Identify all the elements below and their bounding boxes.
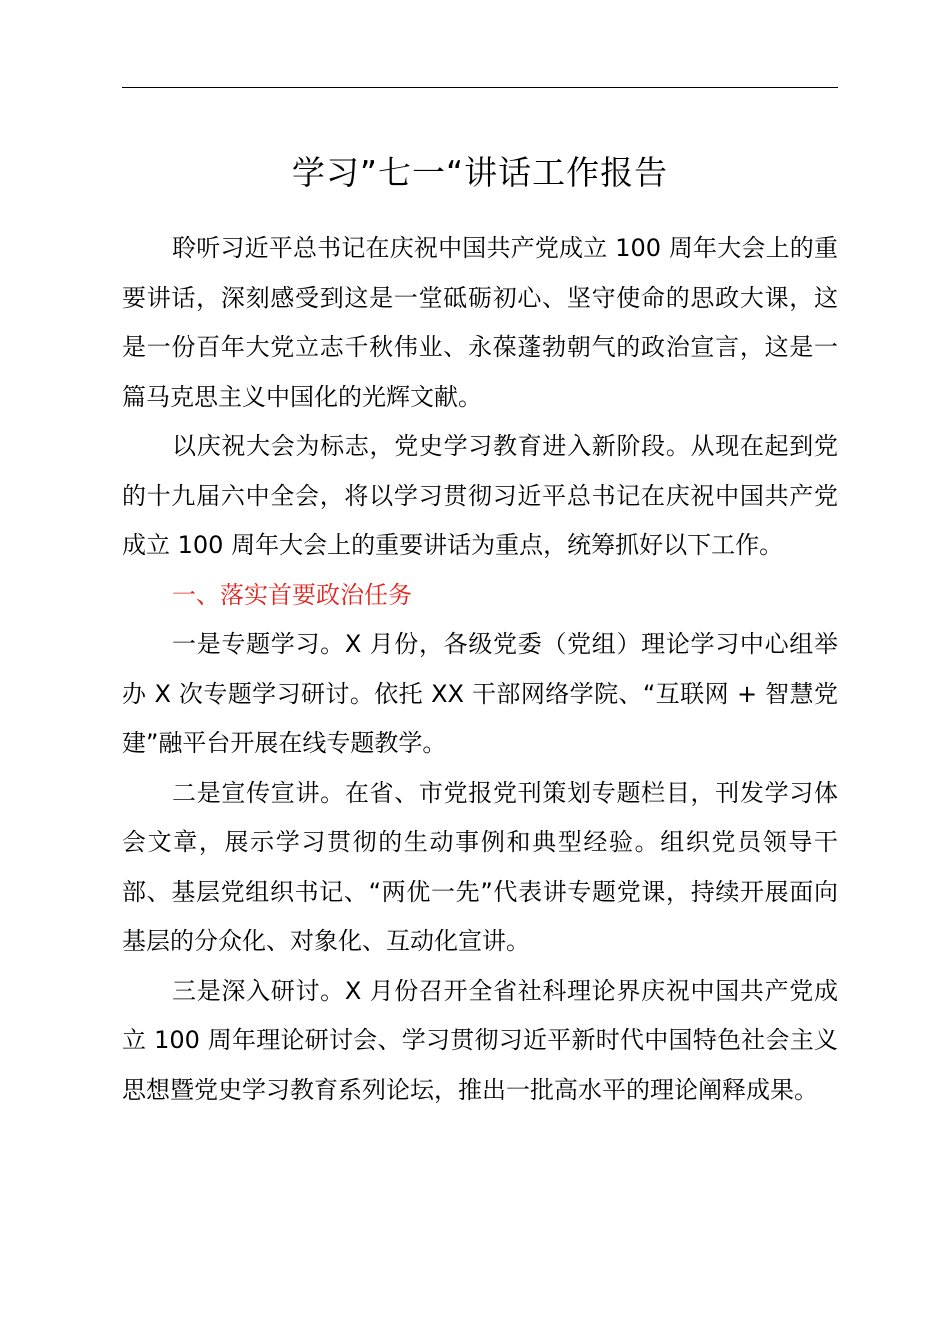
paragraph-research: 三是深入研讨。X 月份召开全省社科理论界庆祝中国共产党成立 100 周年理论研讨会、学习贯彻习近平新时代中国特色社会主义思想暨党史学习教育系列论坛，推出一批高水平的理论阐释成果。 (122, 976, 838, 1104)
paragraph-study: 一是专题学习。X 月份，各级党委（党组）理论学习中心组举办 X 次专题学习研讨。依托 XX 干部网络学院、“互联网 + 智慧党建”融平台开展在线专题教学。 (122, 630, 838, 757)
paragraph-intro: 聆听习近平总书记在庆祝中国共产党成立 100 周年大会上的重要讲话，深刻感受到这是一堂砥砺初心、坚守使命的思政大课，这是一份百年大党立志千秋伟业、永葆蓬勃朝气的政治宣言，这是一篇马克思主义中国化的光辉文献。 (122, 234, 838, 411)
paragraph-overview: 以庆祝大会为标志，党史学习教育进入新阶段。从现在起到党的十九届六中全会，将以学习贯彻习近平总书记在庆祝中国共产党成立 100 周年大会上的重要讲话为重点，统筹抓好以下工作。 (122, 432, 838, 559)
document-body (122, 224, 838, 1115)
section-heading: 一、落实首要政治任务 (172, 580, 412, 609)
paragraph-publicity: 二是宣传宣讲。在省、市党报党刊策划专题栏目，刊发学习体会文章，展示学习贯彻的生动事例和典型经验。组织党员领导干部、基层党组织书记、“两优一先”代表讲专题党课，持续开展面向基层的分众化、对象化、互动化宣讲。 (122, 778, 838, 955)
header-rule (122, 87, 838, 88)
document-title: 学习”七一“讲话工作报告 (291, 153, 669, 192)
